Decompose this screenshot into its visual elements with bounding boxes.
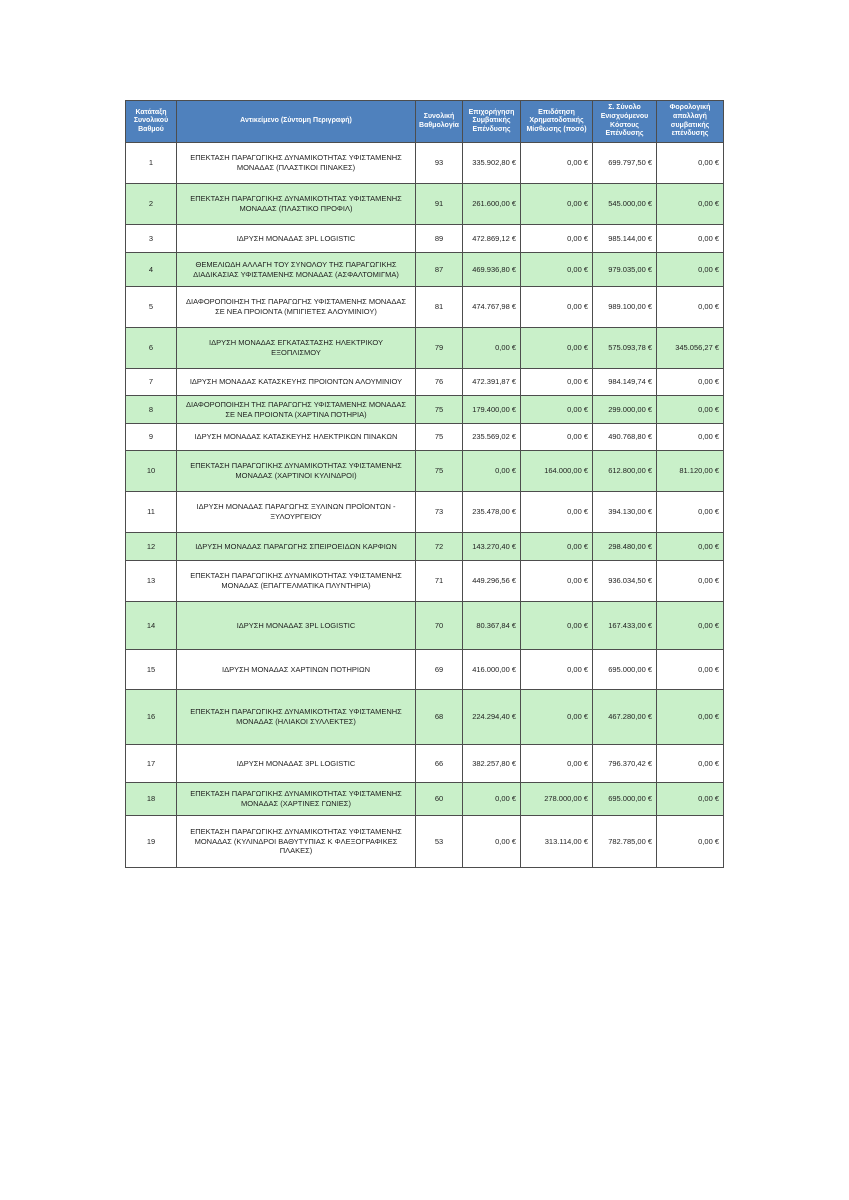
tax-exemption-cell: 0,00 € xyxy=(657,690,724,745)
table-row xyxy=(126,396,724,424)
rank-cell: 9 xyxy=(126,424,177,451)
score-cell: 75 xyxy=(416,396,463,424)
grant-cell: 235.569,02 € xyxy=(463,424,521,451)
table-row xyxy=(126,745,724,783)
column-header-leasing: Επιδότηση Χρηματοδοτικής Μίσθωσης (ποσό) xyxy=(521,101,593,143)
table-row xyxy=(126,783,724,816)
rank-cell: 18 xyxy=(126,783,177,816)
table-row xyxy=(126,287,724,328)
total-cost-cell: 796.370,42 € xyxy=(593,745,657,783)
leasing-subsidy-cell: 0,00 € xyxy=(521,287,593,328)
grant-cell: 0,00 € xyxy=(463,816,521,868)
description-cell: ΙΔΡΥΣΗ ΜΟΝΑΔΑΣ ΠΑΡΑΓΩΓΗΣ ΞΥΛΙΝΩΝ ΠΡΟΪΟΝΤΩΝ - ΞΥΛΟΥΡΓΕΙΟΥ xyxy=(177,492,416,533)
score-cell: 91 xyxy=(416,184,463,225)
grant-cell: 469.936,80 € xyxy=(463,253,521,287)
tax-exemption-cell: 0,00 € xyxy=(657,533,724,561)
table-row xyxy=(126,451,724,492)
rank-cell: 19 xyxy=(126,816,177,868)
leasing-subsidy-cell: 0,00 € xyxy=(521,369,593,396)
grant-cell: 143.270,40 € xyxy=(463,533,521,561)
leasing-subsidy-cell: 0,00 € xyxy=(521,396,593,424)
leasing-subsidy-cell: 0,00 € xyxy=(521,561,593,602)
tax-exemption-cell: 0,00 € xyxy=(657,396,724,424)
leasing-subsidy-cell: 0,00 € xyxy=(521,143,593,184)
table-row xyxy=(126,184,724,225)
total-cost-cell: 989.100,00 € xyxy=(593,287,657,328)
grant-cell: 335.902,80 € xyxy=(463,143,521,184)
leasing-subsidy-cell: 0,00 € xyxy=(521,424,593,451)
tax-exemption-cell: 0,00 € xyxy=(657,184,724,225)
description-cell: ΕΠΕΚΤΑΣΗ ΠΑΡΑΓΩΓΙΚΗΣ ΔΥΝΑΜΙΚΟΤΗΤΑΣ ΥΦΙΣΤΑΜΕΝΗΣ ΜΟΝΑΔΑΣ (ΠΛΑΣΤΙΚΟ ΠΡΟΦΙΛ) xyxy=(177,184,416,225)
tax-exemption-cell: 0,00 € xyxy=(657,287,724,328)
rank-cell: 8 xyxy=(126,396,177,424)
grant-cell: 80.367,84 € xyxy=(463,602,521,650)
description-cell: ΙΔΡΥΣΗ ΜΟΝΑΔΑΣ ΕΓΚΑΤΑΣΤΑΣΗΣ ΗΛΕΚΤΡΙΚΟΥ ΕΞΟΠΛΙΣΜΟΥ xyxy=(177,328,416,369)
rank-cell: 5 xyxy=(126,287,177,328)
description-cell: ΔΙΑΦΟΡΟΠΟΙΗΣΗ ΤΗΣ ΠΑΡΑΓΩΓΗΣ ΥΦΙΣΤΑΜΕΝΗΣ ΜΟΝΑΔΑΣ ΣΕ ΝΕΑ ΠΡΟΙΟΝΤΑ (ΧΑΡΤΙΝΑ ΠΟΤΗΡΙΑ) xyxy=(177,396,416,424)
column-header-tax: Φορολογική απαλλαγή συμβατικής επένδυσης xyxy=(657,101,724,143)
description-cell: ΕΠΕΚΤΑΣΗ ΠΑΡΑΓΩΓΙΚΗΣ ΔΥΝΑΜΙΚΟΤΗΤΑΣ ΥΦΙΣΤΑΜΕΝΗΣ ΜΟΝΑΔΑΣ (ΧΑΡΤΙΝΕΣ ΓΩΝΙΕΣ) xyxy=(177,783,416,816)
score-cell: 75 xyxy=(416,424,463,451)
leasing-subsidy-cell: 313.114,00 € xyxy=(521,816,593,868)
grant-cell: 449.296,56 € xyxy=(463,561,521,602)
description-cell: ΕΠΕΚΤΑΣΗ ΠΑΡΑΓΩΓΙΚΗΣ ΔΥΝΑΜΙΚΟΤΗΤΑΣ ΥΦΙΣΤΑΜΕΝΗΣ ΜΟΝΑΔΑΣ (ΚΥΛΙΝΔΡΟΙ ΒΑΘΥΤΥΠΙΑΣ Κ ΦΛΕΞΟΓΡΑΦΙΚΕΣ ΠΛΑΚΕΣ) xyxy=(177,816,416,868)
column-header-total: Σ. Σύνολο Ενισχυόμενου Κόστους Επένδυσης xyxy=(593,101,657,143)
grant-cell: 0,00 € xyxy=(463,783,521,816)
rank-cell: 12 xyxy=(126,533,177,561)
table-row xyxy=(126,602,724,650)
description-cell: ΙΔΡΥΣΗ ΜΟΝΑΔΑΣ 3PL LOGISTIC xyxy=(177,745,416,783)
score-cell: 60 xyxy=(416,783,463,816)
tax-exemption-cell: 0,00 € xyxy=(657,561,724,602)
table-row xyxy=(126,424,724,451)
leasing-subsidy-cell: 0,00 € xyxy=(521,492,593,533)
description-cell: ΙΔΡΥΣΗ ΜΟΝΑΔΑΣ 3PL LOGISTIC xyxy=(177,602,416,650)
description-cell: ΙΔΡΥΣΗ ΜΟΝΑΔΑΣ ΚΑΤΑΣΚΕΥΗΣ ΠΡΟΙΟΝΤΩΝ ΑΛΟΥΜΙΝΙΟΥ xyxy=(177,369,416,396)
grant-cell: 416.000,00 € xyxy=(463,650,521,690)
total-cost-cell: 979.035,00 € xyxy=(593,253,657,287)
score-cell: 53 xyxy=(416,816,463,868)
rank-cell: 1 xyxy=(126,143,177,184)
score-cell: 87 xyxy=(416,253,463,287)
tax-exemption-cell: 0,00 € xyxy=(657,143,724,184)
description-cell: ΔΙΑΦΟΡΟΠΟΙΗΣΗ ΤΗΣ ΠΑΡΑΓΩΓΗΣ ΥΦΙΣΤΑΜΕΝΗΣ ΜΟΝΑΔΑΣ ΣΕ ΝΕΑ ΠΡΟΙΟΝΤΑ (ΜΠΙΓΙΕΤΕΣ ΑΛΟΥΜΙΝΙΟΥ) xyxy=(177,287,416,328)
rank-cell: 17 xyxy=(126,745,177,783)
total-cost-cell: 984.149,74 € xyxy=(593,369,657,396)
total-cost-cell: 936.034,50 € xyxy=(593,561,657,602)
tax-exemption-cell: 0,00 € xyxy=(657,650,724,690)
grant-cell: 472.869,12 € xyxy=(463,225,521,253)
total-cost-cell: 612.800,00 € xyxy=(593,451,657,492)
rank-cell: 15 xyxy=(126,650,177,690)
score-cell: 71 xyxy=(416,561,463,602)
tax-exemption-cell: 0,00 € xyxy=(657,816,724,868)
leasing-subsidy-cell: 278.000,00 € xyxy=(521,783,593,816)
total-cost-cell: 782.785,00 € xyxy=(593,816,657,868)
grant-cell: 261.600,00 € xyxy=(463,184,521,225)
total-cost-cell: 695.000,00 € xyxy=(593,783,657,816)
leasing-subsidy-cell: 0,00 € xyxy=(521,602,593,650)
score-cell: 81 xyxy=(416,287,463,328)
table-row xyxy=(126,328,724,369)
column-header-rank: Κατάταξη Συνολικού Βαθμού xyxy=(126,101,177,143)
tax-exemption-cell: 0,00 € xyxy=(657,745,724,783)
grant-cell: 0,00 € xyxy=(463,328,521,369)
tax-exemption-cell: 0,00 € xyxy=(657,369,724,396)
table-row xyxy=(126,690,724,745)
tax-exemption-cell: 81.120,00 € xyxy=(657,451,724,492)
leasing-subsidy-cell: 0,00 € xyxy=(521,533,593,561)
table-row xyxy=(126,253,724,287)
grant-cell: 472.391,87 € xyxy=(463,369,521,396)
total-cost-cell: 167.433,00 € xyxy=(593,602,657,650)
leasing-subsidy-cell: 0,00 € xyxy=(521,745,593,783)
total-cost-cell: 467.280,00 € xyxy=(593,690,657,745)
rank-cell: 2 xyxy=(126,184,177,225)
description-cell: ΘΕΜΕΛΙΩΔΗ ΑΛΛΑΓΗ ΤΟΥ ΣΥΝΟΛΟΥ ΤΗΣ ΠΑΡΑΓΩΓΙΚΗΣ ΔΙΑΔΙΚΑΣΙΑΣ ΥΦΙΣΤΑΜΕΝΗΣ ΜΟΝΑΔΑΣ (ΑΣΦΑΛΤΟΜΙΓΜΑ) xyxy=(177,253,416,287)
leasing-subsidy-cell: 0,00 € xyxy=(521,690,593,745)
total-cost-cell: 298.480,00 € xyxy=(593,533,657,561)
leasing-subsidy-cell: 0,00 € xyxy=(521,225,593,253)
description-cell: ΙΔΡΥΣΗ ΜΟΝΑΔΑΣ 3PL LOGISTIC xyxy=(177,225,416,253)
grant-cell: 0,00 € xyxy=(463,451,521,492)
table-row xyxy=(126,143,724,184)
total-cost-cell: 985.144,00 € xyxy=(593,225,657,253)
leasing-subsidy-cell: 164.000,00 € xyxy=(521,451,593,492)
leasing-subsidy-cell: 0,00 € xyxy=(521,328,593,369)
tax-exemption-cell: 0,00 € xyxy=(657,492,724,533)
total-cost-cell: 575.093,78 € xyxy=(593,328,657,369)
score-cell: 89 xyxy=(416,225,463,253)
column-header-description: Αντικείμενο (Σύντομη Περιγραφή) xyxy=(177,101,416,143)
tax-exemption-cell: 0,00 € xyxy=(657,424,724,451)
total-cost-cell: 490.768,80 € xyxy=(593,424,657,451)
rank-cell: 14 xyxy=(126,602,177,650)
rank-cell: 3 xyxy=(126,225,177,253)
grant-cell: 382.257,80 € xyxy=(463,745,521,783)
grant-cell: 474.767,98 € xyxy=(463,287,521,328)
table-row xyxy=(126,650,724,690)
table-body xyxy=(126,143,724,868)
ranking-table xyxy=(125,100,724,868)
table-row xyxy=(126,533,724,561)
grant-cell: 179.400,00 € xyxy=(463,396,521,424)
rank-cell: 11 xyxy=(126,492,177,533)
rank-cell: 6 xyxy=(126,328,177,369)
table-row xyxy=(126,561,724,602)
table-row xyxy=(126,492,724,533)
leasing-subsidy-cell: 0,00 € xyxy=(521,650,593,690)
tax-exemption-cell: 345.056,27 € xyxy=(657,328,724,369)
score-cell: 70 xyxy=(416,602,463,650)
score-cell: 75 xyxy=(416,451,463,492)
tax-exemption-cell: 0,00 € xyxy=(657,783,724,816)
score-cell: 68 xyxy=(416,690,463,745)
description-cell: ΕΠΕΚΤΑΣΗ ΠΑΡΑΓΩΓΙΚΗΣ ΔΥΝΑΜΙΚΟΤΗΤΑΣ ΥΦΙΣΤΑΜΕΝΗΣ ΜΟΝΑΔΑΣ (ΠΛΑΣΤΙΚΟΙ ΠΙΝΑΚΕΣ) xyxy=(177,143,416,184)
description-cell: ΕΠΕΚΤΑΣΗ ΠΑΡΑΓΩΓΙΚΗΣ ΔΥΝΑΜΙΚΟΤΗΤΑΣ ΥΦΙΣΤΑΜΕΝΗΣ ΜΟΝΑΔΑΣ (ΧΑΡΤΙΝΟΙ ΚΥΛΙΝΔΡΟΙ) xyxy=(177,451,416,492)
grant-cell: 235.478,00 € xyxy=(463,492,521,533)
column-header-score: Συνολική Βαθμολογία xyxy=(416,101,463,143)
score-cell: 79 xyxy=(416,328,463,369)
score-cell: 66 xyxy=(416,745,463,783)
description-cell: ΕΠΕΚΤΑΣΗ ΠΑΡΑΓΩΓΙΚΗΣ ΔΥΝΑΜΙΚΟΤΗΤΑΣ ΥΦΙΣΤΑΜΕΝΗΣ ΜΟΝΑΔΑΣ (ΕΠΑΓΓΕΛΜΑΤΙΚΑ ΠΛΥΝΤΗΡΙΑ) xyxy=(177,561,416,602)
total-cost-cell: 394.130,00 € xyxy=(593,492,657,533)
score-cell: 76 xyxy=(416,369,463,396)
total-cost-cell: 545.000,00 € xyxy=(593,184,657,225)
score-cell: 69 xyxy=(416,650,463,690)
total-cost-cell: 695.000,00 € xyxy=(593,650,657,690)
score-cell: 72 xyxy=(416,533,463,561)
description-cell: ΕΠΕΚΤΑΣΗ ΠΑΡΑΓΩΓΙΚΗΣ ΔΥΝΑΜΙΚΟΤΗΤΑΣ ΥΦΙΣΤΑΜΕΝΗΣ ΜΟΝΑΔΑΣ (ΗΛΙΑΚΟΙ ΣΥΛΛΕΚΤΕΣ) xyxy=(177,690,416,745)
table-row xyxy=(126,369,724,396)
total-cost-cell: 299.000,00 € xyxy=(593,396,657,424)
rank-cell: 13 xyxy=(126,561,177,602)
description-cell: ΙΔΡΥΣΗ ΜΟΝΑΔΑΣ ΧΑΡΤΙΝΩΝ ΠΟΤΗΡΙΩΝ xyxy=(177,650,416,690)
leasing-subsidy-cell: 0,00 € xyxy=(521,253,593,287)
description-cell: ΙΔΡΥΣΗ ΜΟΝΑΔΑΣ ΠΑΡΑΓΩΓΗΣ ΣΠΕΙΡΟΕΙΔΩΝ ΚΑΡΦΙΩΝ xyxy=(177,533,416,561)
table-row xyxy=(126,816,724,868)
table-header xyxy=(126,101,724,143)
score-cell: 93 xyxy=(416,143,463,184)
rank-cell: 7 xyxy=(126,369,177,396)
tax-exemption-cell: 0,00 € xyxy=(657,225,724,253)
tax-exemption-cell: 0,00 € xyxy=(657,602,724,650)
leasing-subsidy-cell: 0,00 € xyxy=(521,184,593,225)
rank-cell: 16 xyxy=(126,690,177,745)
rank-cell: 4 xyxy=(126,253,177,287)
header-row xyxy=(126,101,724,143)
tax-exemption-cell: 0,00 € xyxy=(657,253,724,287)
total-cost-cell: 699.797,50 € xyxy=(593,143,657,184)
score-cell: 73 xyxy=(416,492,463,533)
column-header-grant: Επιχορήγηση Συμβατικής Επένδυσης xyxy=(463,101,521,143)
description-cell: ΙΔΡΥΣΗ ΜΟΝΑΔΑΣ ΚΑΤΑΣΚΕΥΗΣ ΗΛΕΚΤΡΙΚΩΝ ΠΙΝΑΚΩΝ xyxy=(177,424,416,451)
grant-cell: 224.294,40 € xyxy=(463,690,521,745)
table-row xyxy=(126,225,724,253)
rank-cell: 10 xyxy=(126,451,177,492)
